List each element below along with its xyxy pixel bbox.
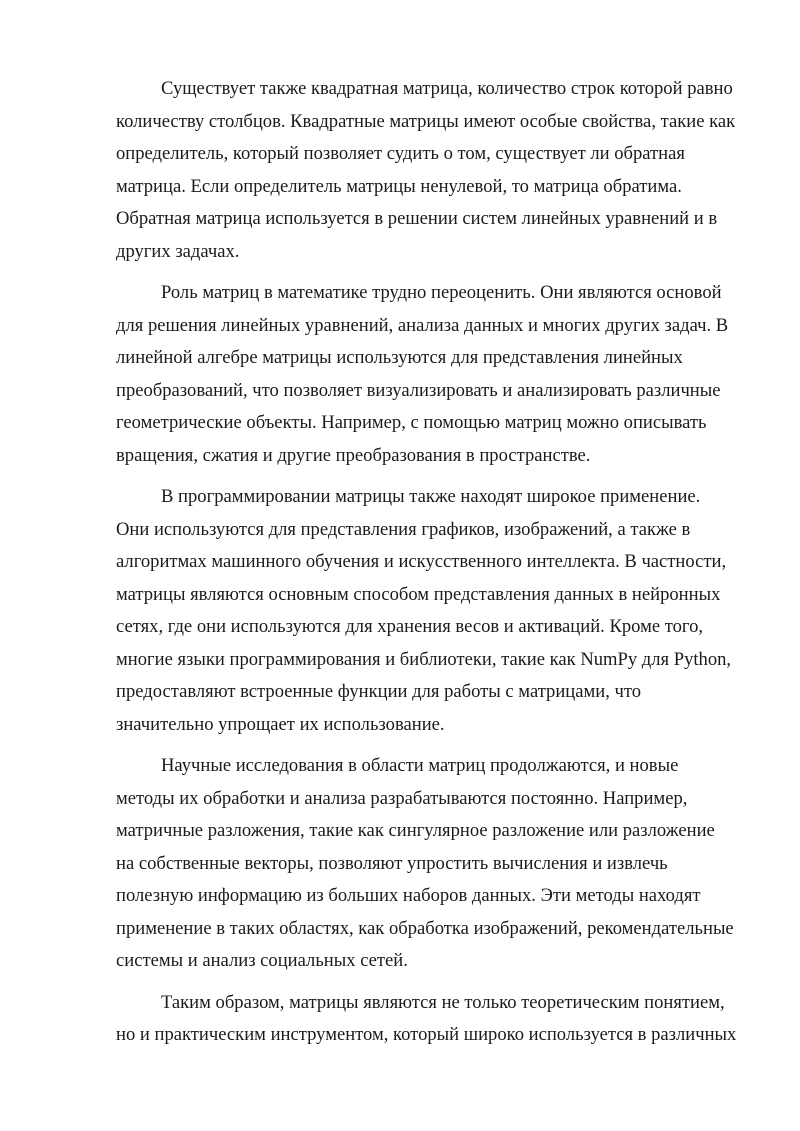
- text-line: вращения, сжатия и другие преобразования в пространстве.: [116, 444, 591, 466]
- text-line: но и практическим инструментом, который широко используется в различных: [116, 1024, 737, 1045]
- text-line: сетях, где они используются для хранения весов и активаций. Кроме того,: [116, 616, 704, 637]
- text-line: для решения линейных уравнений, анализа данных и многих других задач. В: [116, 314, 729, 336]
- text-line: матрица. Если определитель матрицы ненулевой, то матрица обратима.: [116, 175, 682, 197]
- paragraph-square-matrix: [116, 73, 746, 268]
- text-line: матрицы являются основным способом представления данных в нейронных: [116, 583, 721, 605]
- text-line: методы их обработки и анализа разрабатываются постоянно. Например,: [116, 787, 688, 809]
- text-line: полезную информацию из больших наборов данных. Эти методы находят: [116, 885, 701, 906]
- paragraph-research: [116, 750, 746, 978]
- text-line: Они используются для представления графиков, изображений, а также в: [116, 518, 691, 540]
- text-line: преобразований, что позволяет визуализировать и анализировать различные: [116, 379, 721, 401]
- text-line: на собственные векторы, позволяют упростить вычисления и извлечь: [116, 852, 668, 874]
- text-line: алгоритмах машинного обучения и искусственного интеллекта. В частности,: [116, 551, 727, 572]
- paragraph-conclusion: [116, 987, 746, 1052]
- text-line: значительно упрощает их использование.: [116, 713, 445, 735]
- text-line: применение в таких областях, как обработка изображений, рекомендательные: [116, 917, 734, 939]
- text-line: Существует также квадратная матрица, количество строк которой равно: [161, 78, 733, 99]
- text-line: геометрические объекты. Например, с помощью матриц можно описывать: [116, 412, 707, 433]
- text-line: предоставляют встроенные функции для работы с матрицами, что: [116, 681, 642, 702]
- text-line: В программировании матрицы также находят широкое применение.: [161, 486, 701, 507]
- text-line: матричные разложения, такие как сингулярное разложение или разложение: [116, 820, 715, 841]
- paragraph-role-of-matrices: [116, 277, 746, 472]
- text-line: определитель, который позволяет судить о том, существует ли обратная: [116, 143, 685, 164]
- text-line: Роль матриц в математике трудно переоценить. Они являются основой: [161, 282, 722, 303]
- text-line: количеству столбцов. Квадратные матрицы имеют особые свойства, такие как: [116, 110, 736, 132]
- text-line: других задачах.: [116, 240, 240, 262]
- text-line: системы и анализ социальных сетей.: [116, 950, 408, 971]
- text-line: линейной алгебре матрицы используются для представления линейных: [116, 347, 683, 368]
- paragraph-programming: [116, 481, 746, 741]
- text-line: Обратная матрица используется в решении систем линейных уравнений и в: [116, 208, 718, 229]
- text-line: Научные исследования в области матриц продолжаются, и новые: [161, 755, 679, 776]
- document-body: [116, 73, 746, 1061]
- text-line: многие языки программирования и библиотеки, такие как NumPy для Python,: [116, 648, 732, 670]
- text-line: Таким образом, матрицы являются не только теоретическим понятием,: [161, 991, 725, 1013]
